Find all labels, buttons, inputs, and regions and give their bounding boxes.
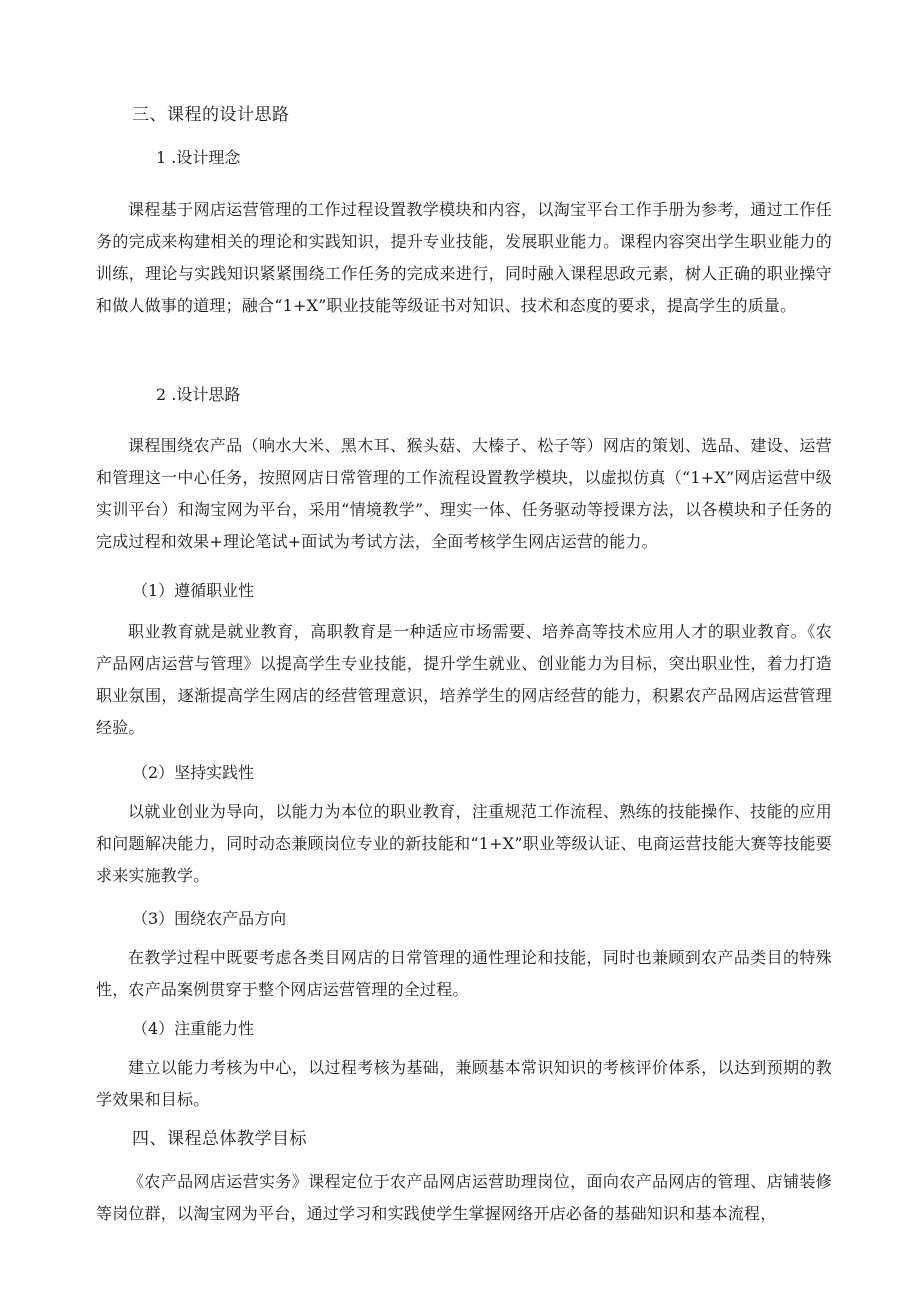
teaching-goal-paragraph: 《农产品网店运营实务》课程定位于农产品网店运营助理岗位，面向农产品网店的管理、店铺装修等岗位群，以淘宝网为平台，通过学习和实践使学生掌握网络开店必备的基础知识和基本流程，	[96, 1172, 832, 1223]
vocational-heading: （1）遵循职业性	[132, 581, 255, 600]
section-3-heading: 三、课程的设计思路	[132, 105, 290, 125]
design-concept-heading: 1 .设计理念	[156, 148, 241, 167]
agriculture-paragraph: 在教学过程中既要考虑各类目网店的日常管理的通性理论和技能，同时也兼顾到农产品类目的特殊性，农产品案例贯穿于整个网店运营管理的全过程。	[96, 948, 832, 999]
practice-heading: （2）坚持实践性	[132, 763, 255, 782]
design-concept-paragraph: 课程基于网店运营管理的工作过程设置教学模块和内容，以淘宝平台工作手册为参考，通过工作任务的完成来构建相关的理论和实践知识，提升专业技能，发展职业能力。课程内容突出学生职业能力的训练，理论与实践知识紧紧围绕工作任务的完成来进行，同时融入课程思政元素，树人正确的职业操守和做人做事的道理；融合“1+X”职业技能等级证书对知识、技术和态度的要求，提高学生的质量。	[96, 200, 832, 315]
practice-paragraph: 以就业创业为导向，以能力为本位的职业教育，注重规范工作流程、熟练的技能操作、技能的应用和问题解决能力，同时动态兼顾岗位专业的新技能和“1+X”职业等级认证、电商运营技能大赛等技能要求来实施教学。	[96, 802, 832, 885]
section-4-heading: 四、课程总体教学目标	[132, 1129, 307, 1149]
agriculture-heading: （3）围绕农产品方向	[132, 909, 287, 928]
vocational-paragraph: 职业教育就是就业教育，高职教育是一种适应市场需要、培养高等技术应用人才的职业教育。《农产品网店运营与管理》以提高学生专业技能，提升学生就业、创业能力为目标，突出职业性，着力打造职业氛围，逐渐提高学生网店的经营管理意识，培养学生的网店经营的能力，积累农产品网店运营管理经验。	[96, 622, 832, 737]
ability-paragraph: 建立以能力考核为中心，以过程考核为基础，兼顾基本常识知识的考核评价体系，以达到预期的教学效果和目标。	[96, 1058, 832, 1109]
ability-heading: （4）注重能力性	[132, 1019, 255, 1038]
design-approach-paragraph: 课程围绕农产品（响水大米、黑木耳、猴头菇、大榛子、松子等）网店的策划、选品、建设、运营和管理这一中心任务，按照网店日常管理的工作流程设置教学模块，以虚拟仿真（“1+X”网店运营中级实训平台）和淘宝网为平台，采用“情境教学”、理实一体、任务驱动等授课方法，以各模块和子任务的完成过程和效果+理论笔试+面试为考试方法，全面考核学生网店运营的能力。	[96, 436, 832, 551]
design-approach-heading: 2 .设计思路	[156, 385, 241, 404]
